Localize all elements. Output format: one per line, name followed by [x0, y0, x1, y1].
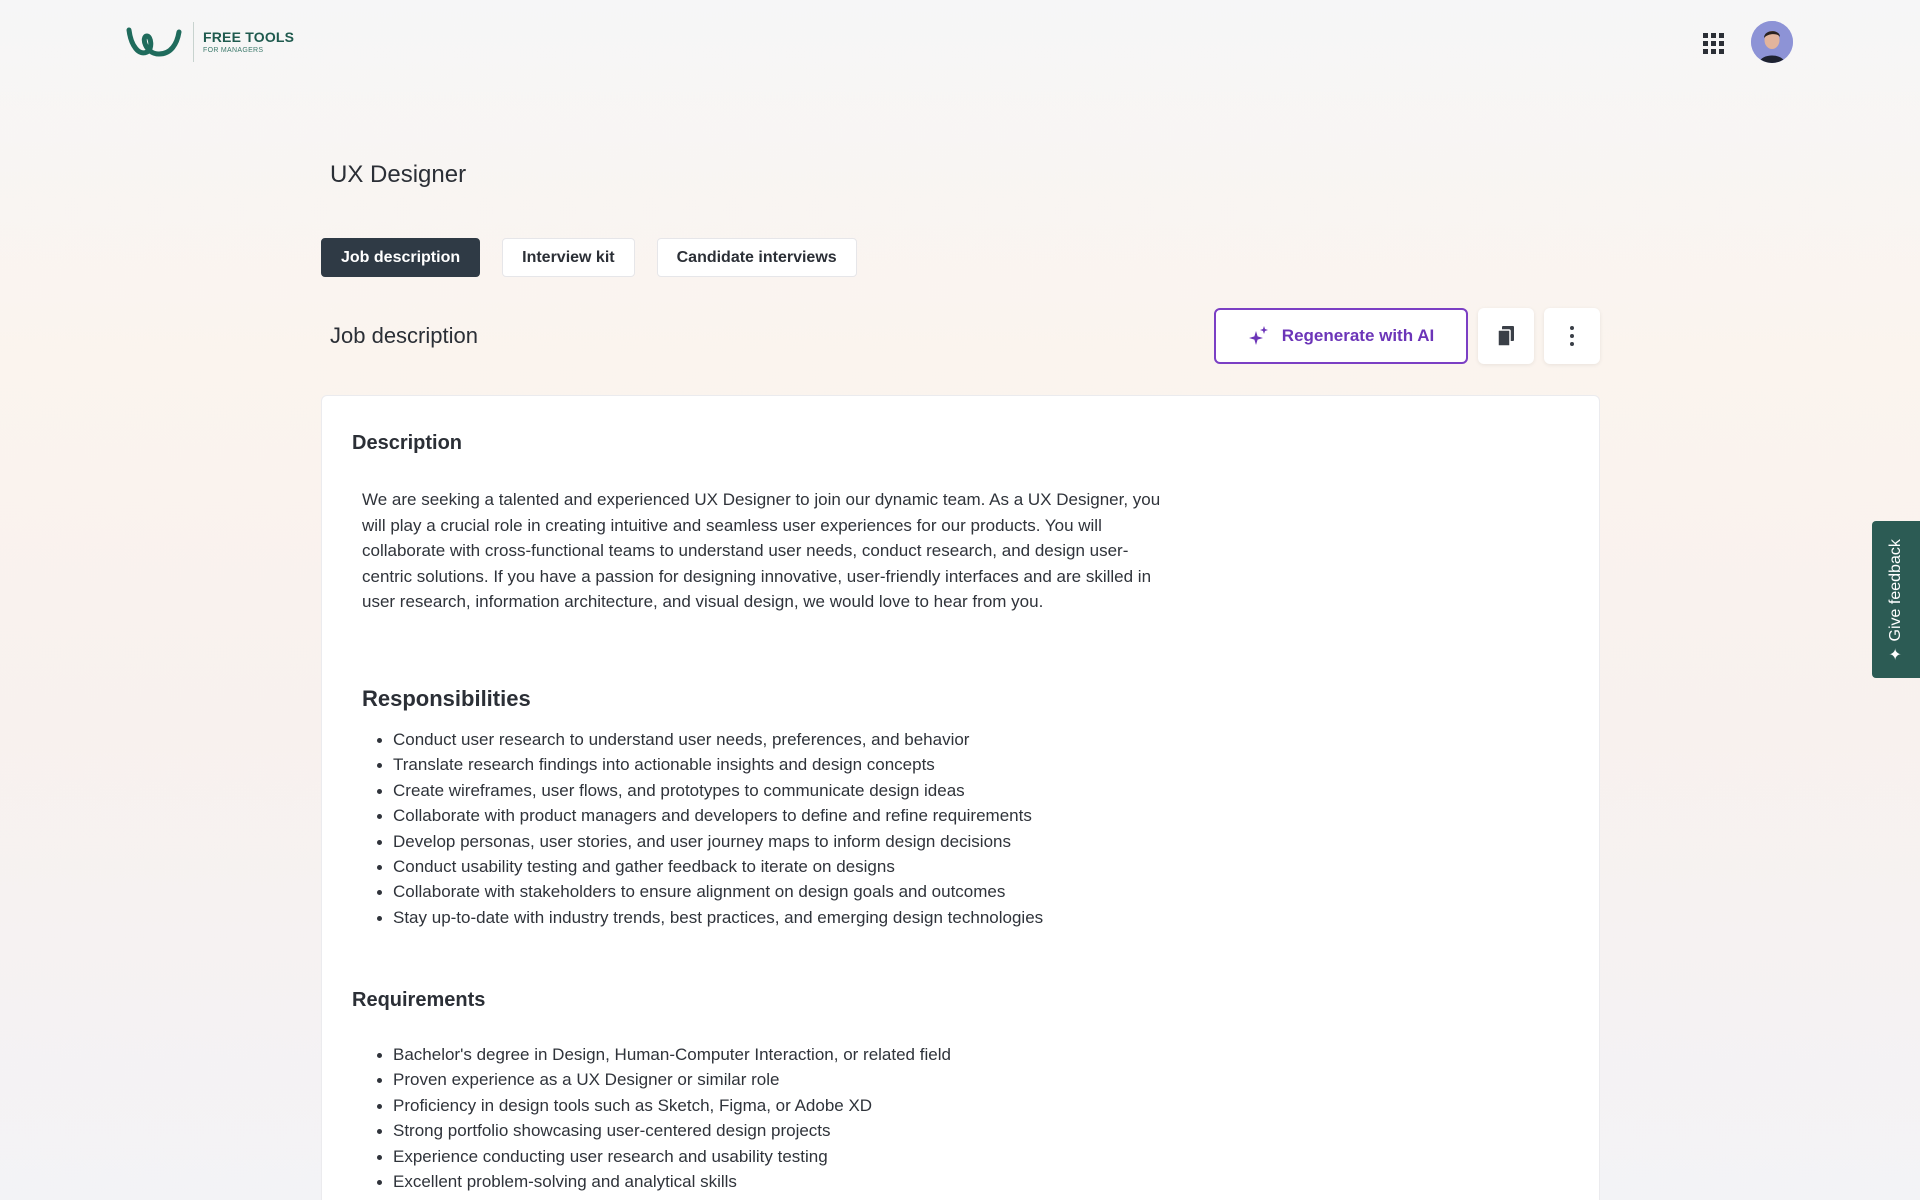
- page-title: UX Designer: [330, 161, 467, 188]
- list-item: Translate research findings into actionable insights and design concepts: [362, 752, 1043, 777]
- requirements-heading: Requirements: [352, 989, 486, 1011]
- copy-icon: [1496, 325, 1516, 347]
- feedback-label: Give feedback: [1887, 538, 1904, 641]
- regenerate-label: Regenerate with AI: [1281, 326, 1435, 345]
- list-item: Proven experience as a UX Designer or similar role: [362, 1067, 951, 1092]
- responsibilities-heading: Responsibilities: [362, 686, 531, 711]
- list-item: Excellent problem-solving and analytical skills: [362, 1169, 951, 1194]
- logo-title: FREE TOOLS: [203, 29, 295, 45]
- logo-subtitle: FOR MANAGERS: [203, 47, 264, 54]
- requirements-list: [362, 1042, 951, 1194]
- logo[interactable]: [125, 20, 294, 64]
- list-item: Conduct usability testing and gather feedback to iterate on designs: [362, 854, 1043, 879]
- avatar-portrait-icon: [1751, 21, 1793, 63]
- tab-interview-kit[interactable]: Interview kit: [502, 238, 634, 277]
- tab-job-description[interactable]: Job description: [321, 238, 480, 277]
- tab-candidate-interviews[interactable]: Candidate interviews: [657, 238, 857, 277]
- list-item: Strong portfolio showcasing user-centered design projects: [362, 1118, 951, 1143]
- responsibilities-list: [362, 727, 1043, 930]
- top-bar: [0, 0, 1920, 86]
- sparkles-icon: [1248, 325, 1270, 347]
- feedback-content: [1886, 539, 1906, 661]
- user-avatar[interactable]: [1751, 21, 1793, 63]
- list-item: Collaborate with stakeholders to ensure alignment on design goals and outcomes: [362, 879, 1043, 904]
- copy-button[interactable]: [1478, 308, 1534, 364]
- description-text: We are seeking a talented and experienced UX Designer to join our dynamic team. As a UX Designer, you will play a crucial role in creating intuitive and seamless user experiences for our products. You will collaborate with cross-functional teams to understand user needs, conduct research, and design user-centric solutions. If you have a passion for designing innovative, user-friendly interfaces and are skilled in user research, information architecture, and visual design, we would love to hear from you.: [362, 490, 1161, 611]
- section-title: Job description: [330, 323, 478, 348]
- list-item: Bachelor's degree in Design, Human-Computer Interaction, or related field: [362, 1042, 951, 1067]
- sparkle-icon: ✦: [1888, 646, 1905, 661]
- list-item: Proficiency in design tools such as Sketch, Figma, or Adobe XD: [362, 1093, 951, 1118]
- logo-text: [203, 30, 294, 54]
- regenerate-with-ai-button[interactable]: [1214, 308, 1468, 364]
- list-item: Create wireframes, user flows, and prototypes to communicate design ideas: [362, 778, 1043, 803]
- more-vertical-icon: [1570, 326, 1574, 346]
- give-feedback-button[interactable]: [1872, 521, 1920, 678]
- list-item: Develop personas, user stories, and user journey maps to inform design decisions: [362, 829, 1043, 854]
- list-item: Collaborate with product managers and developers to define and refine requirements: [362, 803, 1043, 828]
- logo-mark-icon: [125, 22, 183, 62]
- list-item: Conduct user research to understand user needs, preferences, and behavior: [362, 727, 1043, 752]
- more-options-button[interactable]: [1544, 308, 1600, 364]
- grid-apps-icon[interactable]: [1700, 30, 1726, 56]
- job-description-card: [321, 395, 1600, 1200]
- list-item: Experience conducting user research and usability testing: [362, 1144, 951, 1169]
- tab-bar: [321, 238, 857, 277]
- list-item: Stay up-to-date with industry trends, best practices, and emerging design technologies: [362, 905, 1043, 930]
- description-heading: Description: [352, 432, 463, 454]
- logo-divider: [193, 22, 194, 62]
